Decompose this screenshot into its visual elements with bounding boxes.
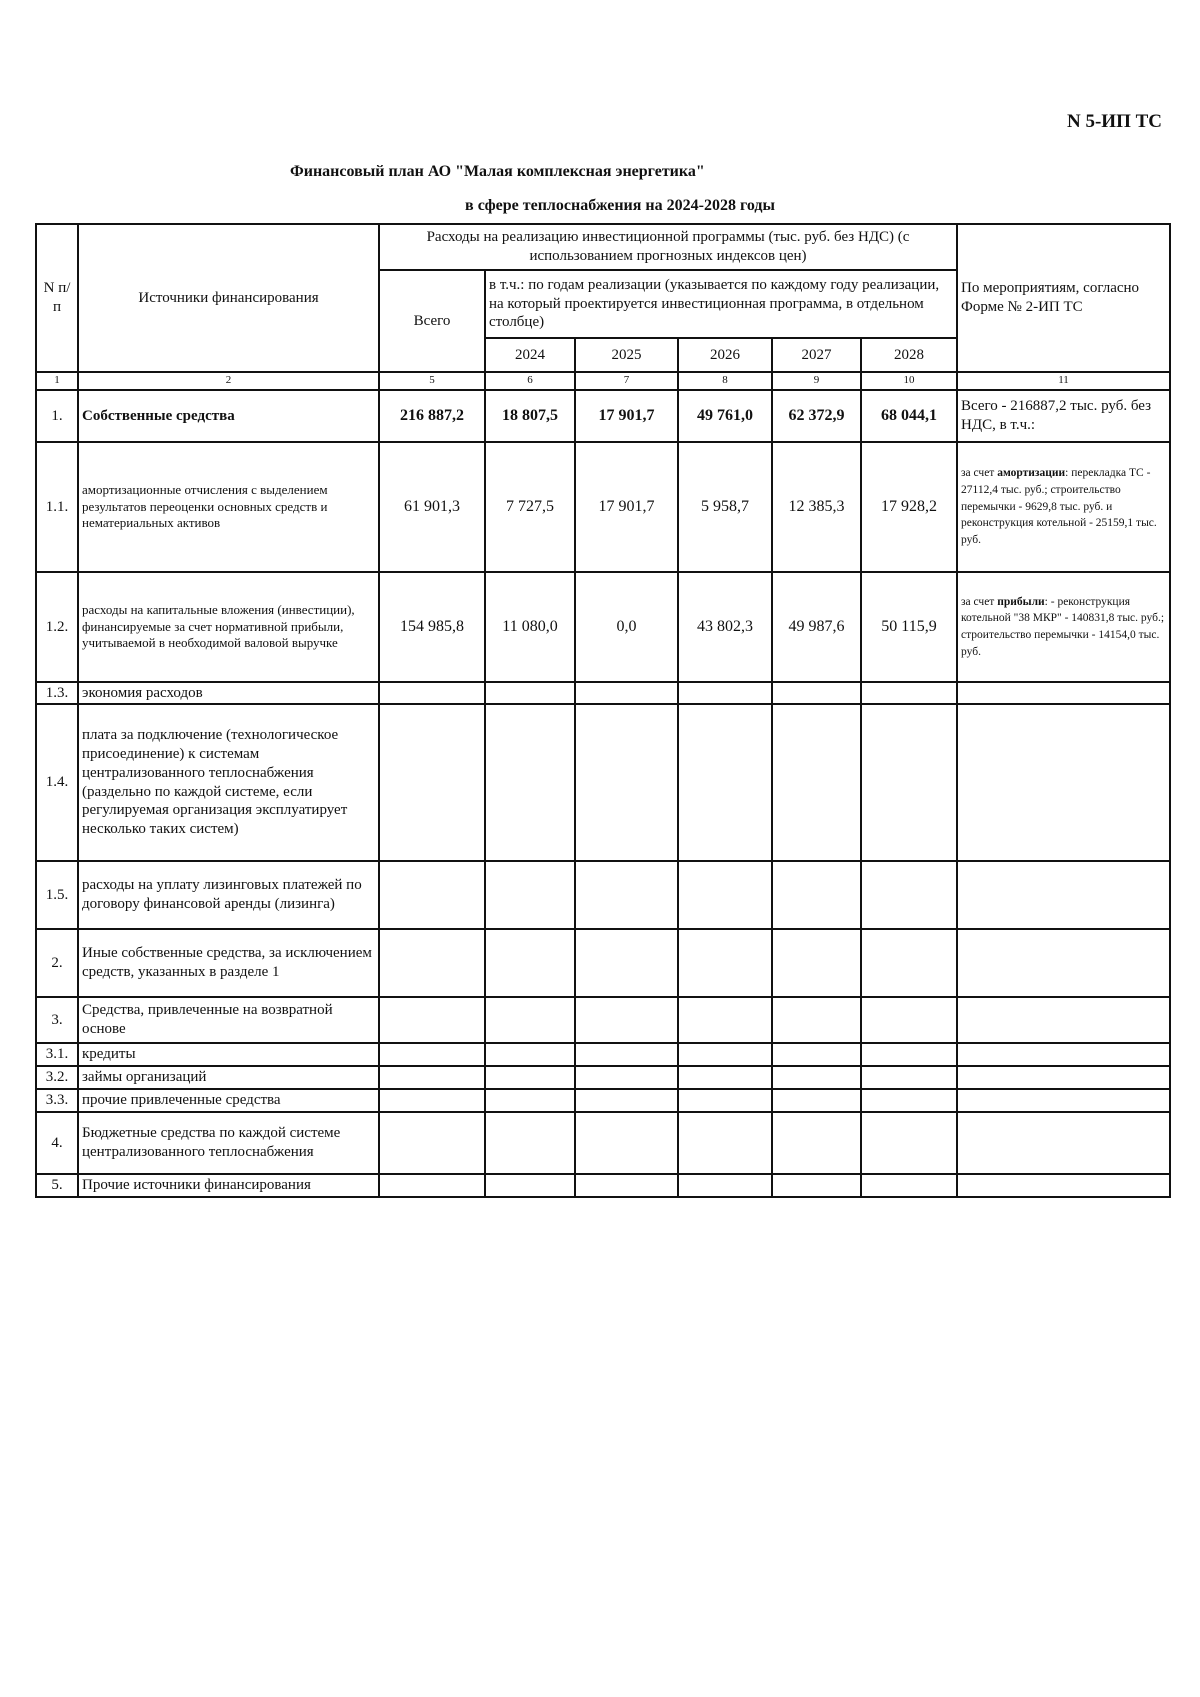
column-number: 7 [575,372,678,390]
column-numbers-row [36,372,1170,390]
table-row [36,1066,1170,1089]
table-row [36,682,1170,704]
column-number: 6 [485,372,575,390]
table-row [36,1089,1170,1112]
table-row [36,1043,1170,1066]
row-number: 1.4. [36,704,78,861]
row-total: 216 887,2 [379,390,485,442]
row-source: амортизационные отчисления с выделением результатов переоценки основных средств и нематериальных активов [78,442,379,572]
row-2026: 43 802,3 [678,572,772,682]
row-2028: 17 928,2 [861,442,957,572]
row-number: 5. [36,1174,78,1197]
row-number: 1.5. [36,861,78,929]
row-number: 1. [36,390,78,442]
header-measures: По мероприятиям, согласно Форме № 2-ИП ТС [957,224,1170,372]
header-source: Источники финансирования [78,224,379,372]
column-number: 8 [678,372,772,390]
document-title: Финансовый план АО "Малая комплексная энергетика" [290,163,705,180]
row-2025: 17 901,7 [575,442,678,572]
row-2024: 18 807,5 [485,390,575,442]
header-expenses-group: Расходы на реализацию инвестиционной программы (тыс. руб. без НДС) (с использованием прогнозных индексов цен) [379,224,957,270]
table-row [36,1174,1170,1197]
row-number: 1.2. [36,572,78,682]
form-number: N 5-ИП ТС [1067,111,1162,132]
row-2024: 11 080,0 [485,572,575,682]
header-year: 2024 [485,338,575,372]
row-source: Иные собственные средства, за исключением средств, указанных в разделе 1 [78,929,379,997]
row-source: Прочие источники финансирования [78,1174,379,1197]
row-source: расходы на уплату лизинговых платежей по договору финансовой аренды (лизинга) [78,861,379,929]
header-row-1 [36,224,1170,270]
column-number: 10 [861,372,957,390]
row-number: 1.3. [36,682,78,704]
table-row [36,929,1170,997]
row-note: Всего - 216887,2 тыс. руб. без НДС, в т.ч.: [957,390,1170,442]
header-total: Всего [379,270,485,372]
table-row [36,442,1170,572]
row-number: 4. [36,1112,78,1174]
header-year: 2025 [575,338,678,372]
row-total: 61 901,3 [379,442,485,572]
column-number: 2 [78,372,379,390]
row-note: за счет прибыли: - реконструкция котельной "38 МКР" - 140831,8 тыс. руб.; строительство перемычки - 14154,0 тыс. руб. [957,572,1170,682]
table-row [36,704,1170,861]
header-year: 2027 [772,338,861,372]
header-num: N п/п [36,224,78,372]
row-number: 1.1. [36,442,78,572]
row-number: 2. [36,929,78,997]
row-2027: 49 987,6 [772,572,861,682]
row-note: за счет амортизации: перекладка ТС - 27112,4 тыс. руб.; строительство перемычки - 9629,8 тыс. руб. и реконструкция котельной - 25159,1 тыс. руб. [957,442,1170,572]
row-source: кредиты [78,1043,379,1066]
table-row [36,861,1170,929]
document-subtitle: в сфере теплоснабжения на 2024-2028 годы [465,197,775,214]
row-2027: 12 385,3 [772,442,861,572]
row-number: 3.1. [36,1043,78,1066]
row-number: 3. [36,997,78,1043]
row-source: займы организаций [78,1066,379,1089]
column-number: 11 [957,372,1170,390]
table-row [36,390,1170,442]
row-2024: 7 727,5 [485,442,575,572]
financial-plan-table [35,223,1171,1198]
header-by-years: в т.ч.: по годам реализации (указывается по каждому году реализации, на который проектируется инвестиционная программа, в отдельном столбце) [485,270,957,338]
row-source: плата за подключение (технологическое присоединение) к системам централизованного теплоснабжения (раздельно по каждой системе, если регулируемая организация эксплуатирует несколько таких систем) [78,704,379,861]
row-2028: 50 115,9 [861,572,957,682]
table-row [36,1112,1170,1174]
header-year: 2028 [861,338,957,372]
row-2025: 0,0 [575,572,678,682]
table-row [36,572,1170,682]
row-total: 154 985,8 [379,572,485,682]
row-source: прочие привлеченные средства [78,1089,379,1112]
column-number: 9 [772,372,861,390]
column-number: 1 [36,372,78,390]
row-source: Собственные средства [78,390,379,442]
row-2028: 68 044,1 [861,390,957,442]
row-source: Средства, привлеченные на возвратной основе [78,997,379,1043]
row-source: Бюджетные средства по каждой системе централизованного теплоснабжения [78,1112,379,1174]
header-year: 2026 [678,338,772,372]
row-number: 3.2. [36,1066,78,1089]
row-source: расходы на капитальные вложения (инвестиции), финансируемые за счет нормативной прибыли, учитываемой в необходимой валовой выручке [78,572,379,682]
column-number: 5 [379,372,485,390]
table-row [36,997,1170,1043]
row-2026: 5 958,7 [678,442,772,572]
row-source: экономия расходов [78,682,379,704]
row-2027: 62 372,9 [772,390,861,442]
row-2026: 49 761,0 [678,390,772,442]
row-2025: 17 901,7 [575,390,678,442]
row-number: 3.3. [36,1089,78,1112]
